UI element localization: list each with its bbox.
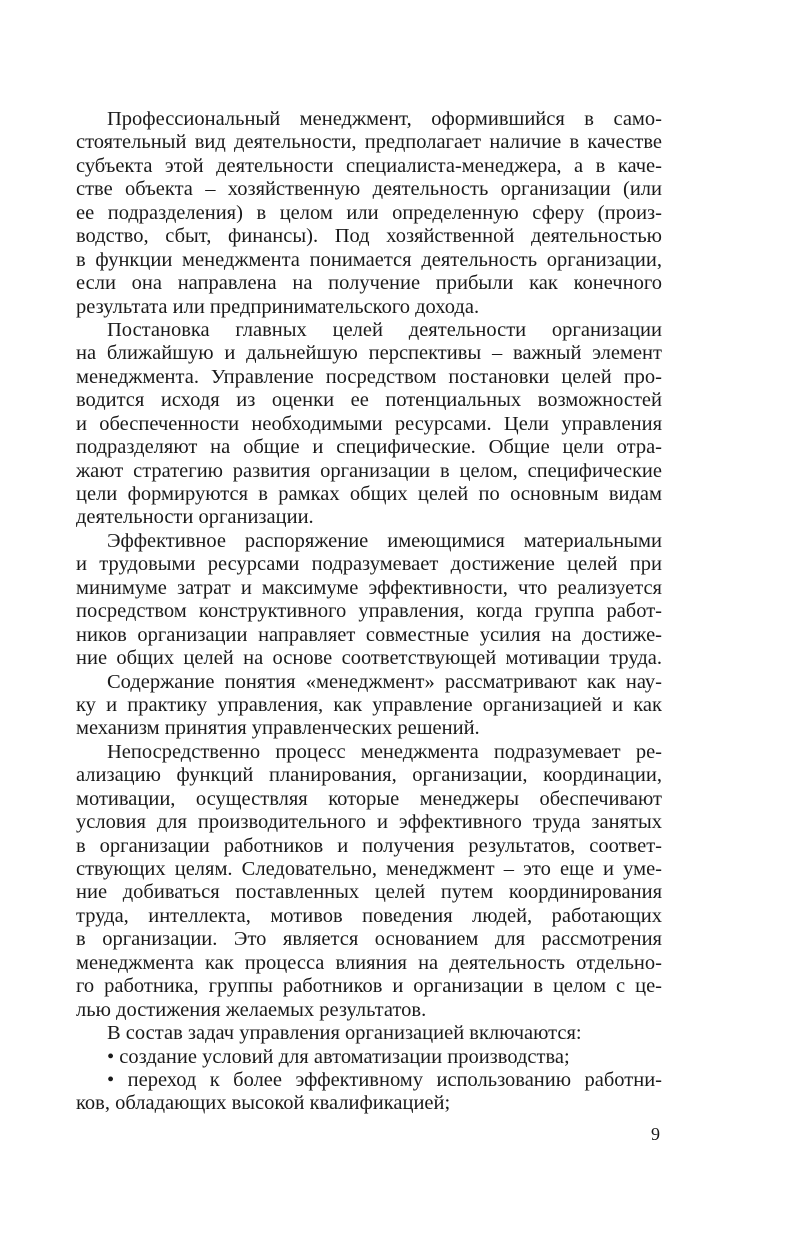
paragraph	[76, 1022, 662, 1045]
text-line: цели формируются в рамках общих целей по основным видам	[76, 483, 662, 505]
text-line: Эффективное распоряжение имеющимися материальными	[107, 529, 662, 552]
text-line: В состав задач управления организацией включаются:	[107, 1022, 582, 1045]
text-line: и обеспеченности необходимыми ресурсами. Цели управления	[76, 412, 662, 435]
text-line: в организации. Это является основанием для рассмотрения	[76, 928, 662, 951]
text-line: Непосредственно процесс менеджмента подразумевает ре-	[107, 740, 662, 763]
text-line: ку и практику управления, как управление организацией и как	[76, 693, 662, 716]
text-line: и трудовыми ресурсами подразумевает достижение целей при	[76, 553, 662, 576]
text-line: стоятельный вид деятельности, предполагает наличие в качестве	[76, 131, 662, 154]
text-line: ников организации направляет совместные усилия на достиже-	[76, 623, 662, 646]
text-line: труда, интеллекта, мотивов поведения людей, работающих	[76, 904, 662, 927]
text-line: лью достижения желаемых результатов.	[76, 998, 427, 1021]
paragraph	[76, 108, 662, 319]
text-line: ствующих целям. Следовательно, менеджмент – это еще и уме-	[76, 858, 662, 880]
text-line: ее подразделения) в целом или определенную сферу (произ-	[76, 201, 662, 224]
text-line: минимуме затрат и максимуме эффективности, что реализуется	[76, 576, 662, 599]
text-line: на ближайшую и дальнейшую перспективы – важный элемент	[76, 342, 662, 365]
text-line: Содержание понятия «менеджмент» рассматривают как нау-	[107, 670, 662, 693]
text-line: механизм принятия управленческих решений.	[76, 717, 480, 740]
text-line: го работника, группы работников и организации в целом с це-	[76, 975, 662, 998]
paragraph	[76, 671, 662, 741]
text-line: ние общих целей на основе соответствующей мотивации труда.	[76, 647, 662, 670]
text-line: если она направлена на получение прибыли как конечного	[76, 272, 662, 295]
text-line: менеджмента. Управление посредством постановки целей про-	[76, 365, 662, 388]
paragraph	[76, 530, 662, 671]
body-text	[76, 108, 662, 1116]
text-line: • переход к более эффективному использованию работни-	[107, 1068, 662, 1091]
text-line: жают стратегию развития организации в целом, специфические	[76, 459, 662, 482]
text-line: результата или предпринимательского дохода.	[76, 295, 480, 318]
text-line: ализацию функций планирования, организации, координации,	[76, 764, 662, 787]
text-line: субъекта этой деятельности специалиста-менеджера, а в каче-	[76, 154, 662, 177]
text-line: ков, обладающих высокой квалификацией;	[76, 1092, 451, 1115]
text-line: условия для производительного и эффективного труда занятых	[76, 811, 662, 834]
text-line: посредством конструктивного управления, когда группа работ-	[76, 600, 662, 623]
list-item	[76, 1046, 662, 1069]
text-line: водство, сбыт, финансы). Под хозяйственной деятельностью	[76, 225, 662, 248]
text-line: • создание условий для автоматизации производства;	[107, 1045, 570, 1068]
list-item	[76, 1069, 662, 1116]
page-number: 9	[651, 1124, 660, 1144]
paragraph	[76, 741, 662, 1022]
text-line: в функции менеджмента понимается деятельность организации,	[76, 248, 662, 271]
text-line: Постановка главных целей деятельности организации	[107, 318, 662, 341]
text-line: в организации работников и получения результатов, соответ-	[76, 834, 662, 857]
text-line: деятельности организации.	[76, 506, 314, 529]
text-line: подразделяют на общие и специфические. Общие цели отра-	[76, 436, 662, 459]
paragraph	[76, 319, 662, 530]
text-line: Профессиональный менеджмент, оформившийся в само-	[107, 108, 662, 130]
text-line: мотивации, осуществляя которые менеджеры обеспечивают	[76, 787, 662, 810]
text-line: водится исходя из оценки ее потенциальных возможностей	[76, 389, 662, 412]
text-line: стве объекта – хозяйственную деятельность организации (или	[76, 178, 662, 201]
text-line: ние добиваться поставленных целей путем координирования	[76, 881, 662, 904]
text-line: менеджмента как процесса влияния на деятельность отдельно-	[76, 951, 662, 974]
